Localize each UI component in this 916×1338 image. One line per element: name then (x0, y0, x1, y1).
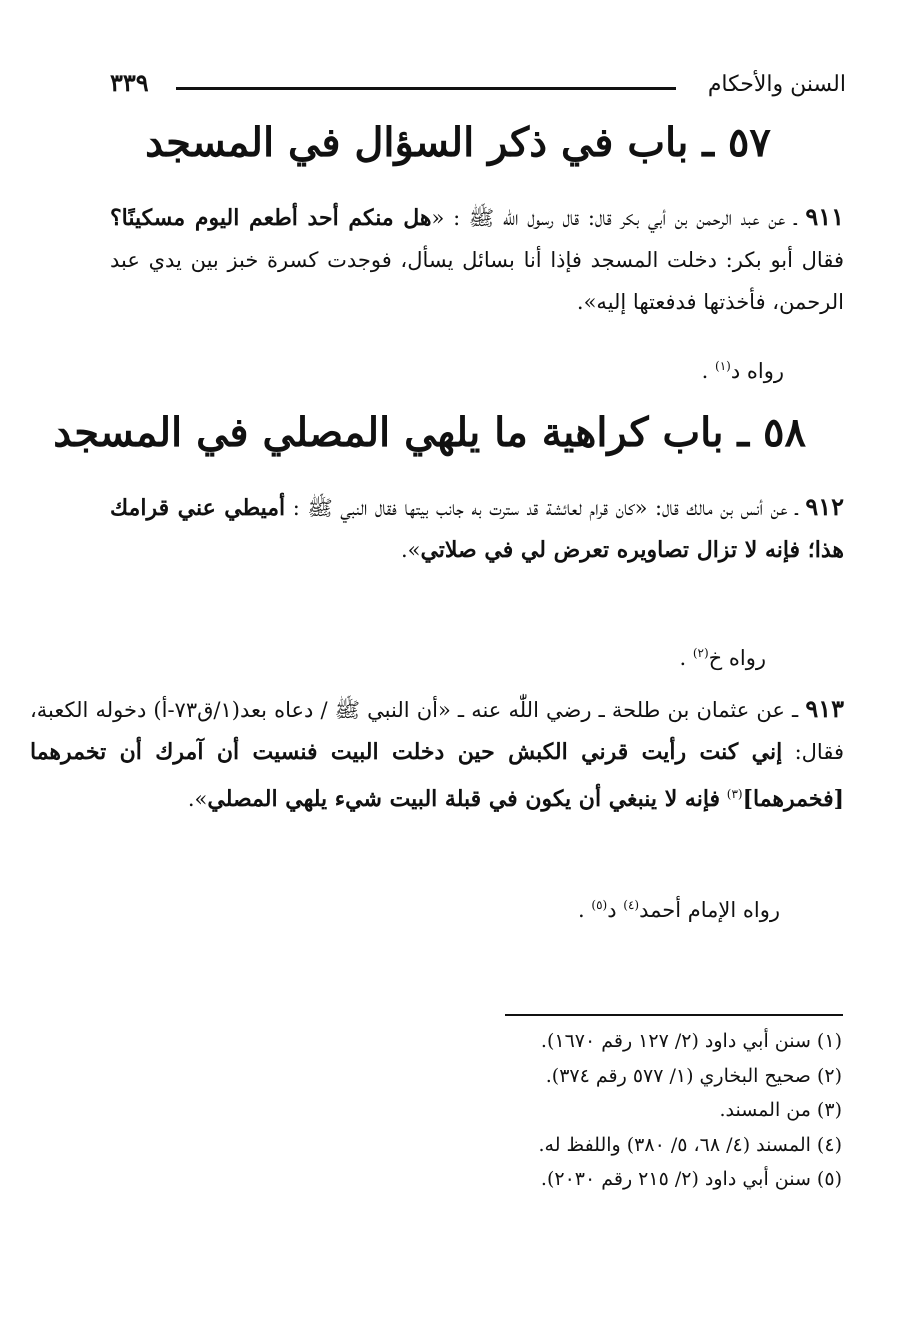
hadith-text: ـ عن عبد الرحمن بن أبي بكر قال: قال رسول اللّٰه ﷺ : « (431, 206, 806, 230)
hadith-text-continued: ». (400, 538, 421, 562)
narration-text: رواه خ (708, 646, 766, 670)
header-rule (176, 87, 676, 90)
hadith-text-continued: فقال أبو بكر: دخلت المسجد فإذا أنا بسائل يسأل، فوجدت كسرة خبز بين يدي عبد الرحمن، فأخذتها فدفعتها إليه». (110, 248, 844, 314)
hadith-913 (30, 688, 844, 820)
narration-text: رواه الإمام أحمد (639, 898, 780, 922)
prophetic-words-continued: فإنه لا ينبغي أن يكون في قبلة البيت شيء يلهي المصلي (207, 786, 721, 812)
footnote-ref-1[interactable]: (١) (715, 359, 731, 373)
prophetic-words: أميطي عني قرامك هذا؛ فإنه لا تزال تصاويره تعرض لي في صلاتي (110, 495, 844, 563)
hadith-912 (110, 486, 844, 571)
hadith-text: ـ عن عثمان بن طلحة ـ رضي اللّٰه عنه ـ «أن النبي ﷺ / دعاه بعد(١/ق٧٣-أ) دخوله الكعبة، فقال: (30, 698, 844, 764)
hadith-911 (110, 196, 844, 323)
prophetic-words: هل منكم أحد أطعم اليوم مسكينًا؟ (110, 205, 432, 231)
prophetic-words: إني كنت رأيت قرني الكبش حين دخلت البيت فنسيت أن آمرك أن تخمرهما [فخمرهما] (30, 739, 844, 812)
footnote-ref-4[interactable]: (٤) (623, 898, 640, 912)
hadith-number: ٩١١ (805, 202, 844, 231)
chapter-heading-58: ٥٨ ـ باب كراهية ما يلهي المصلي في المسجد (53, 409, 806, 456)
running-header (110, 68, 846, 108)
footnote-separator (505, 1014, 843, 1016)
footnote-item: (٤) المسند (٤/ ٦٨، ٥/ ٣٨٠) واللفظ له. (538, 1133, 842, 1156)
narration-note-913 (578, 888, 780, 927)
footnote-item: (٢) صحيح البخاري (١/ ٥٧٧ رقم ٣٧٤). (545, 1064, 842, 1087)
footnote-item: (٣) من المسند. (719, 1099, 842, 1121)
hadith-number: ٩١٣ (805, 694, 844, 723)
narration-note-911 (702, 349, 784, 388)
footnote-item: (١) سنن أبي داود (٢/ ١٢٧ رقم ١٦٧٠). (540, 1030, 842, 1052)
narration-end: . (701, 359, 716, 383)
narration-end: . (679, 646, 693, 670)
hadith-text-continued (720, 787, 727, 811)
footnote-ref-3[interactable]: (٣) (726, 787, 743, 801)
footnote-ref-2[interactable]: (٢) (692, 646, 709, 660)
narration-source: د (607, 898, 624, 922)
narration-text: رواه د (730, 359, 784, 383)
chapter-heading-57: ٥٧ ـ باب في ذكر السؤال في المسجد (145, 119, 771, 166)
narration-note-912 (679, 636, 766, 675)
footnote-ref-5[interactable]: (٥) (591, 898, 608, 912)
footnotes-list (538, 1024, 842, 1197)
hadith-text: ـ عن أنس بن مالك قال: «كان قرام لعائشة قد سترت به جانب بيتها فقال النبي ﷺ : (285, 496, 806, 520)
hadith-text-end: ». (187, 787, 208, 811)
narration-end: . (578, 898, 592, 922)
footnote-item: (٥) سنن أبي داود (٢/ ٢١٥ رقم ٢٠٣٠). (540, 1168, 842, 1190)
hadith-number: ٩١٢ (805, 492, 845, 521)
running-title: السنن والأحكام (707, 72, 846, 97)
page-number: ٣٣٩ (110, 68, 149, 97)
